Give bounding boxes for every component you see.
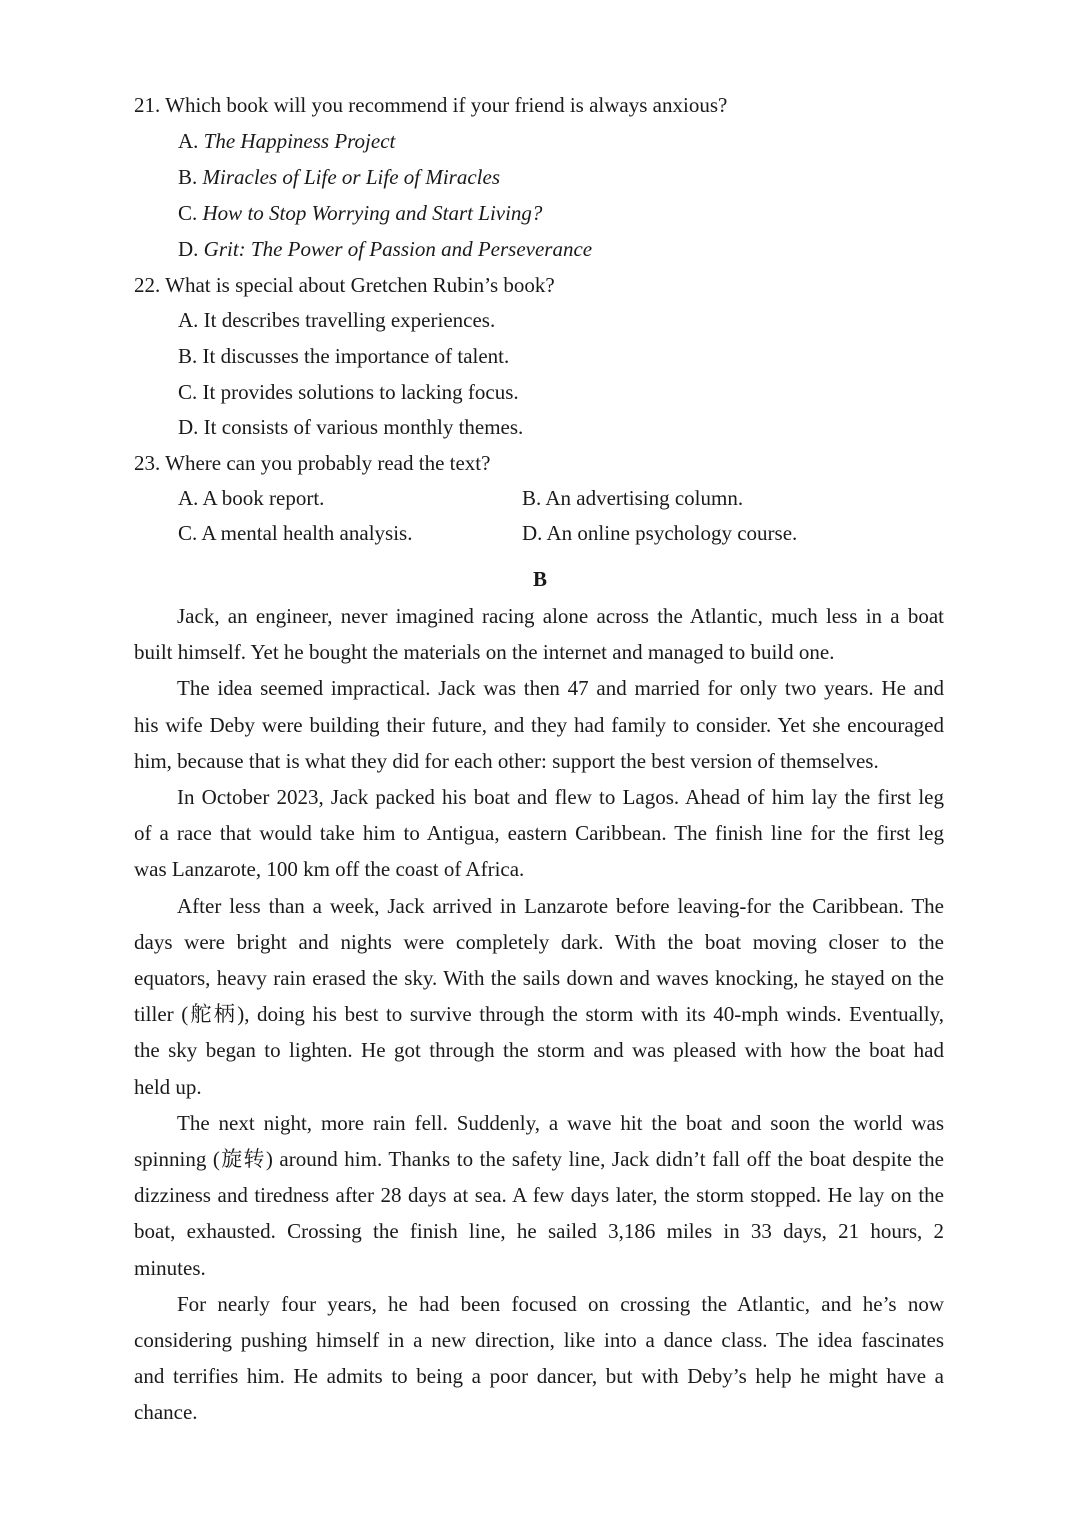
passage-line: built himself. Yet he bought the materials on the internet and managed to build one. bbox=[134, 640, 835, 665]
option-letter: C. bbox=[178, 201, 203, 225]
question-21-option-d bbox=[178, 236, 592, 262]
passage-line: chance. bbox=[134, 1400, 198, 1425]
question-23-option-a: A. A book report. bbox=[178, 486, 325, 510]
passage-line: equators, heavy rain erased the sky. With the sails down and waves knocking, he stayed on the bbox=[134, 966, 944, 991]
question-22-option-b: B. It discusses the importance of talent. bbox=[178, 344, 510, 368]
option-letter: A. bbox=[178, 129, 204, 153]
option-letter: D. bbox=[178, 237, 204, 261]
passage-line: The idea seemed impractical. Jack was then 47 and married for only two years. He and bbox=[177, 676, 944, 701]
option-text: The Happiness Project bbox=[203, 129, 396, 153]
question-23-stem: 23. Where can you probably read the text? bbox=[134, 451, 491, 475]
question-22-option-a: A. It describes travelling experiences. bbox=[178, 308, 496, 332]
passage-line: Jack, an engineer, never imagined racing alone across the Atlantic, much less in a boat bbox=[177, 604, 944, 628]
passage-line: his wife Deby were building their future, and they had family to consider. Yet she encouraged bbox=[134, 712, 944, 737]
option-text: How to Stop Worrying and Start Living? bbox=[202, 201, 543, 225]
reading-passage bbox=[134, 598, 944, 1431]
passage-line: boat, exhausted. Crossing the finish line, he sailed 3,186 miles in 33 days, 21 hours, 2 bbox=[134, 1219, 944, 1244]
question-21-option-a bbox=[178, 128, 395, 154]
passage-line: minutes. bbox=[134, 1255, 206, 1280]
passage-line: him, because that is what they did for each other: support the best version of themselves. bbox=[134, 748, 879, 773]
passage-line: and terrifies him. He admits to being a poor dancer, but with Deby’s help he might have a bbox=[134, 1364, 944, 1389]
passage-line: of a race that would take him to Antigua, eastern Caribbean. The finish line for the first leg bbox=[134, 821, 944, 846]
passage-line: After less than a week, Jack arrived in Lanzarote before leaving-for the Caribbean. The bbox=[177, 893, 944, 918]
question-22-option-c: C. It provides solutions to lacking focus. bbox=[178, 380, 519, 404]
passage-line: The next night, more rain fell. Suddenly, a wave hit the boat and soon the world was bbox=[177, 1110, 944, 1135]
passage-line: In October 2023, Jack packed his boat and flew to Lagos. Ahead of him lay the first leg bbox=[177, 785, 944, 810]
option-text: Miracles of Life or Life of Miracles bbox=[202, 165, 500, 189]
question-21-stem: 21. Which book will you recommend if your friend is always anxious? bbox=[134, 93, 728, 117]
passage-line: days were bright and nights were completely dark. With the boat moving closer to the bbox=[134, 929, 944, 954]
passage-line: For nearly four years, he had been focused on crossing the Atlantic, and he’s now bbox=[177, 1291, 944, 1316]
passage-line: was Lanzarote, 100 km off the coast of Africa. bbox=[134, 857, 525, 882]
question-23-option-b: B. An advertising column. bbox=[522, 486, 744, 510]
question-21-option-c bbox=[178, 200, 542, 226]
question-22-option-d: D. It consists of various monthly themes. bbox=[178, 415, 524, 439]
option-letter: B. bbox=[178, 165, 203, 189]
question-23-option-d: D. An online psychology course. bbox=[522, 521, 798, 545]
question-21-option-b bbox=[178, 164, 500, 190]
passage-line: spinning (旋转) around him. Thanks to the safety line, Jack didn’t fall off the boat despite the bbox=[134, 1147, 944, 1172]
passage-line: dizziness and tiredness after 28 days at sea. A few days later, the storm stopped. He lay on the bbox=[134, 1183, 944, 1208]
question-22-stem: 22. What is special about Gretchen Rubin’s book? bbox=[134, 273, 555, 297]
option-text: Grit: The Power of Passion and Perseverance bbox=[203, 237, 593, 261]
section-heading-b: B bbox=[532, 567, 547, 591]
question-23-option-c: C. A mental health analysis. bbox=[178, 521, 413, 545]
passage-line: considering pushing himself in a new direction, like into a dance class. The idea fascinates bbox=[134, 1328, 944, 1353]
passage-line: held up. bbox=[134, 1074, 202, 1099]
passage-line: the sky began to lighten. He got through the storm and was pleased with how the boat had bbox=[134, 1038, 944, 1063]
passage-line: tiller (舵柄), doing his best to survive through the storm with its 40-mph winds. Eventually, bbox=[134, 1002, 944, 1027]
